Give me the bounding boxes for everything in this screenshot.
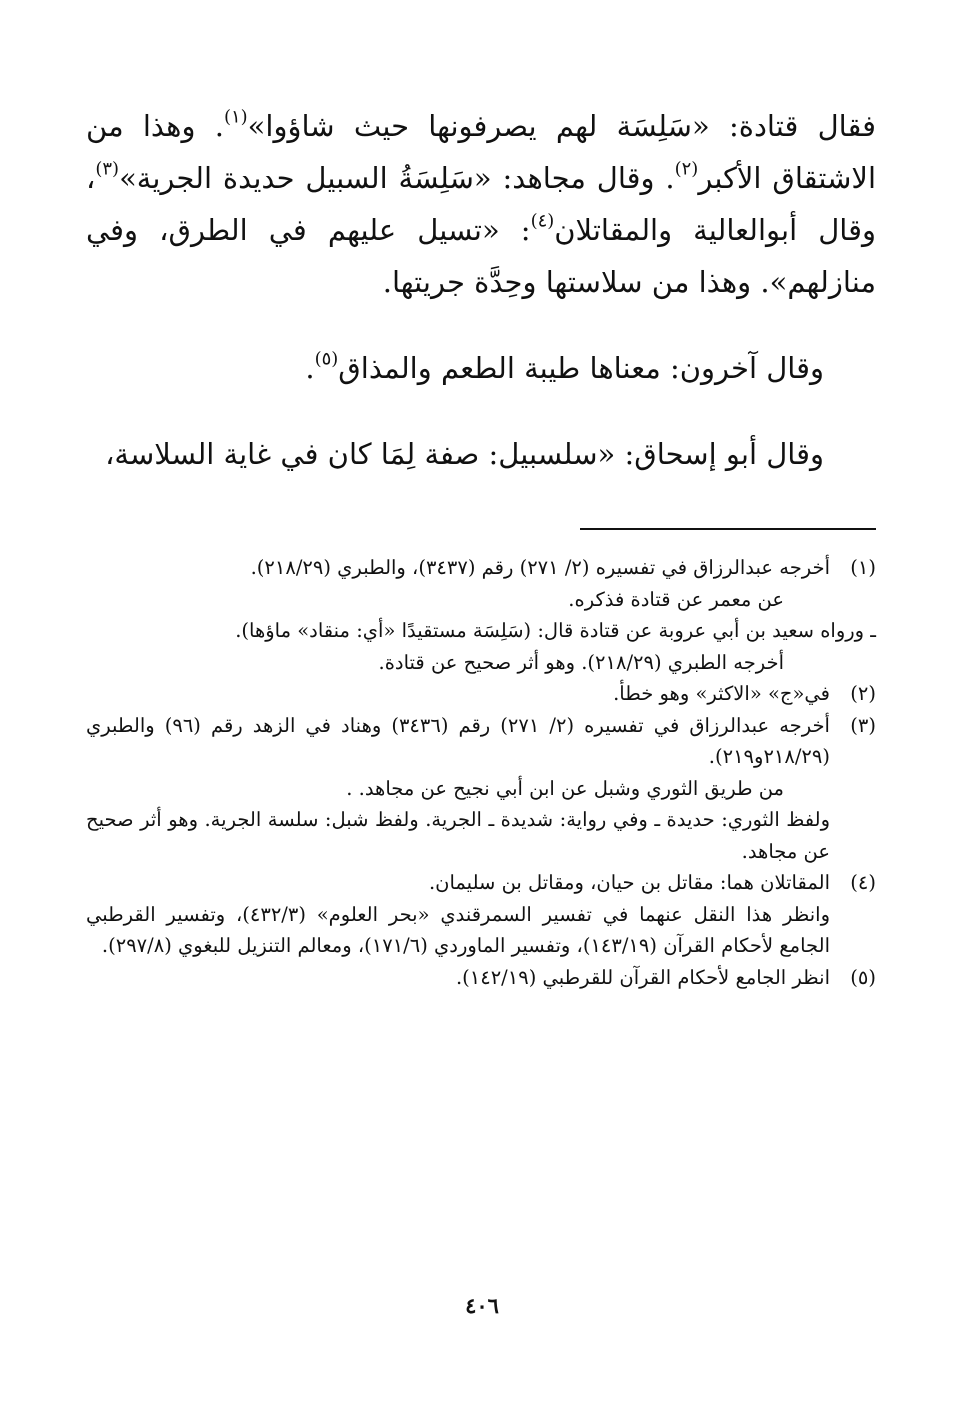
footnote-text: أخرجه عبدالرزاق في تفسيره (٢/ ٢٧١) رقم (٣٤٣٧)، والطبري (٢١٨/٢٩). (250, 556, 830, 579)
page-number: ٤٠٦ (465, 1293, 499, 1318)
footnote-text: المقاتلان هما: مقاتل بن حيان، ومقاتل بن سليمان. (428, 871, 830, 894)
footnote-separator (580, 528, 876, 530)
footnote-ref-1[interactable]: (١) (223, 106, 248, 128)
footnote-1-line: ـ ورواه سعيد بن أبي عروبة عن قتادة قال: (سَلِسَة مستقيدًا «أي: منقاد» ماؤها). (235, 619, 876, 642)
footnote-3-line: ولفظ الثوري: حديدة ـ وفي رواية: شديدة ـ الجرية. ولفظ شبل: سلسة الجرية. وهو أثر صحيح عن مجاهد. (86, 808, 830, 863)
text-segment: . وقال مجاهد: «سَلِسَةُ السبيل حديدة الجرية» (119, 161, 675, 195)
footnote-ref-5[interactable]: (٥) (314, 348, 339, 370)
footnote-ref-3[interactable]: (٣) (95, 158, 120, 180)
footnote-4 (86, 867, 876, 899)
text-segment: . (305, 351, 315, 385)
text-segment: . وهذا من الاشتقاق الأكبر (86, 109, 877, 195)
text-segment: وقال آخرون: معناها طيبة الطعم والمذاق (338, 351, 824, 385)
text-segment: فقال قتادة: «سَلِسَة لهم يصرفونها حيث شاؤوا» (247, 109, 877, 143)
footnote-text: انظر الجامع لأحكام القرآن للقرطبي (١٤٢/١٩). (455, 965, 830, 989)
paragraph-others (86, 342, 876, 394)
paragraph-qatada (86, 100, 876, 308)
footnote-number: (٤) (850, 871, 876, 894)
footnote-text: في«ج» «الاكثر» وهو خطأ. (613, 682, 830, 705)
footnote-1-line: عن معمر عن قتادة فذكره. (568, 587, 784, 611)
footnote-ref-4[interactable]: (٤) (530, 210, 555, 232)
footnotes (86, 552, 876, 993)
footnote-2 (86, 678, 876, 710)
text-segment: ، وقال أبوالعالية والمقاتلان (86, 161, 877, 247)
footnote-number: (٢) (850, 682, 876, 705)
footnote-number: (٣) (850, 713, 876, 737)
main-text (86, 100, 876, 480)
paragraph-abu-ishaq: وقال أبو إسحاق: «سلسبيل: صفة لِمَا كان في غاية السلاسة، (105, 437, 824, 471)
footnote-5 (86, 962, 876, 994)
footnote-ref-2[interactable]: (٢) (674, 158, 699, 180)
text-segment: : «تسيل عليهم في الطرق، وفي منازلهم». وهذا من سلاستها وحِدَّة جريتها. (86, 213, 876, 299)
footnote-1 (86, 552, 876, 584)
footnote-number: (١) (850, 556, 876, 579)
footnote-number: (٥) (850, 965, 876, 989)
footnote-text: أخرجه عبدالرزاق في تفسيره (٢/ ٢٧١) رقم (٣٤٣٦) وهناد في الزهد رقم (٩٦) والطبري (٢١٨/٢٩و٢١٩). (86, 713, 830, 768)
footnote-4-line: وانظر هذا النقل عنهما في تفسير السمرقندي «بحر العلوم» (٤٣٢/٣)، وتفسير القرطبي الجامع لأحكام القرآن (١٤٣/١٩)، وتفسير الماوردي (١٧١/٦)، ومعالم التنزيل للبغوي (٢٩٧/٨). (86, 902, 830, 957)
footnote-3 (86, 710, 876, 773)
footnote-3-line: من طريق الثوري وشبل عن ابن أبي نجيح عن مجاهد. . (346, 776, 784, 800)
footnote-1-line: أخرجه الطبري (٢١٨/٢٩). وهو أثر صحيح عن قتادة. (378, 650, 784, 674)
